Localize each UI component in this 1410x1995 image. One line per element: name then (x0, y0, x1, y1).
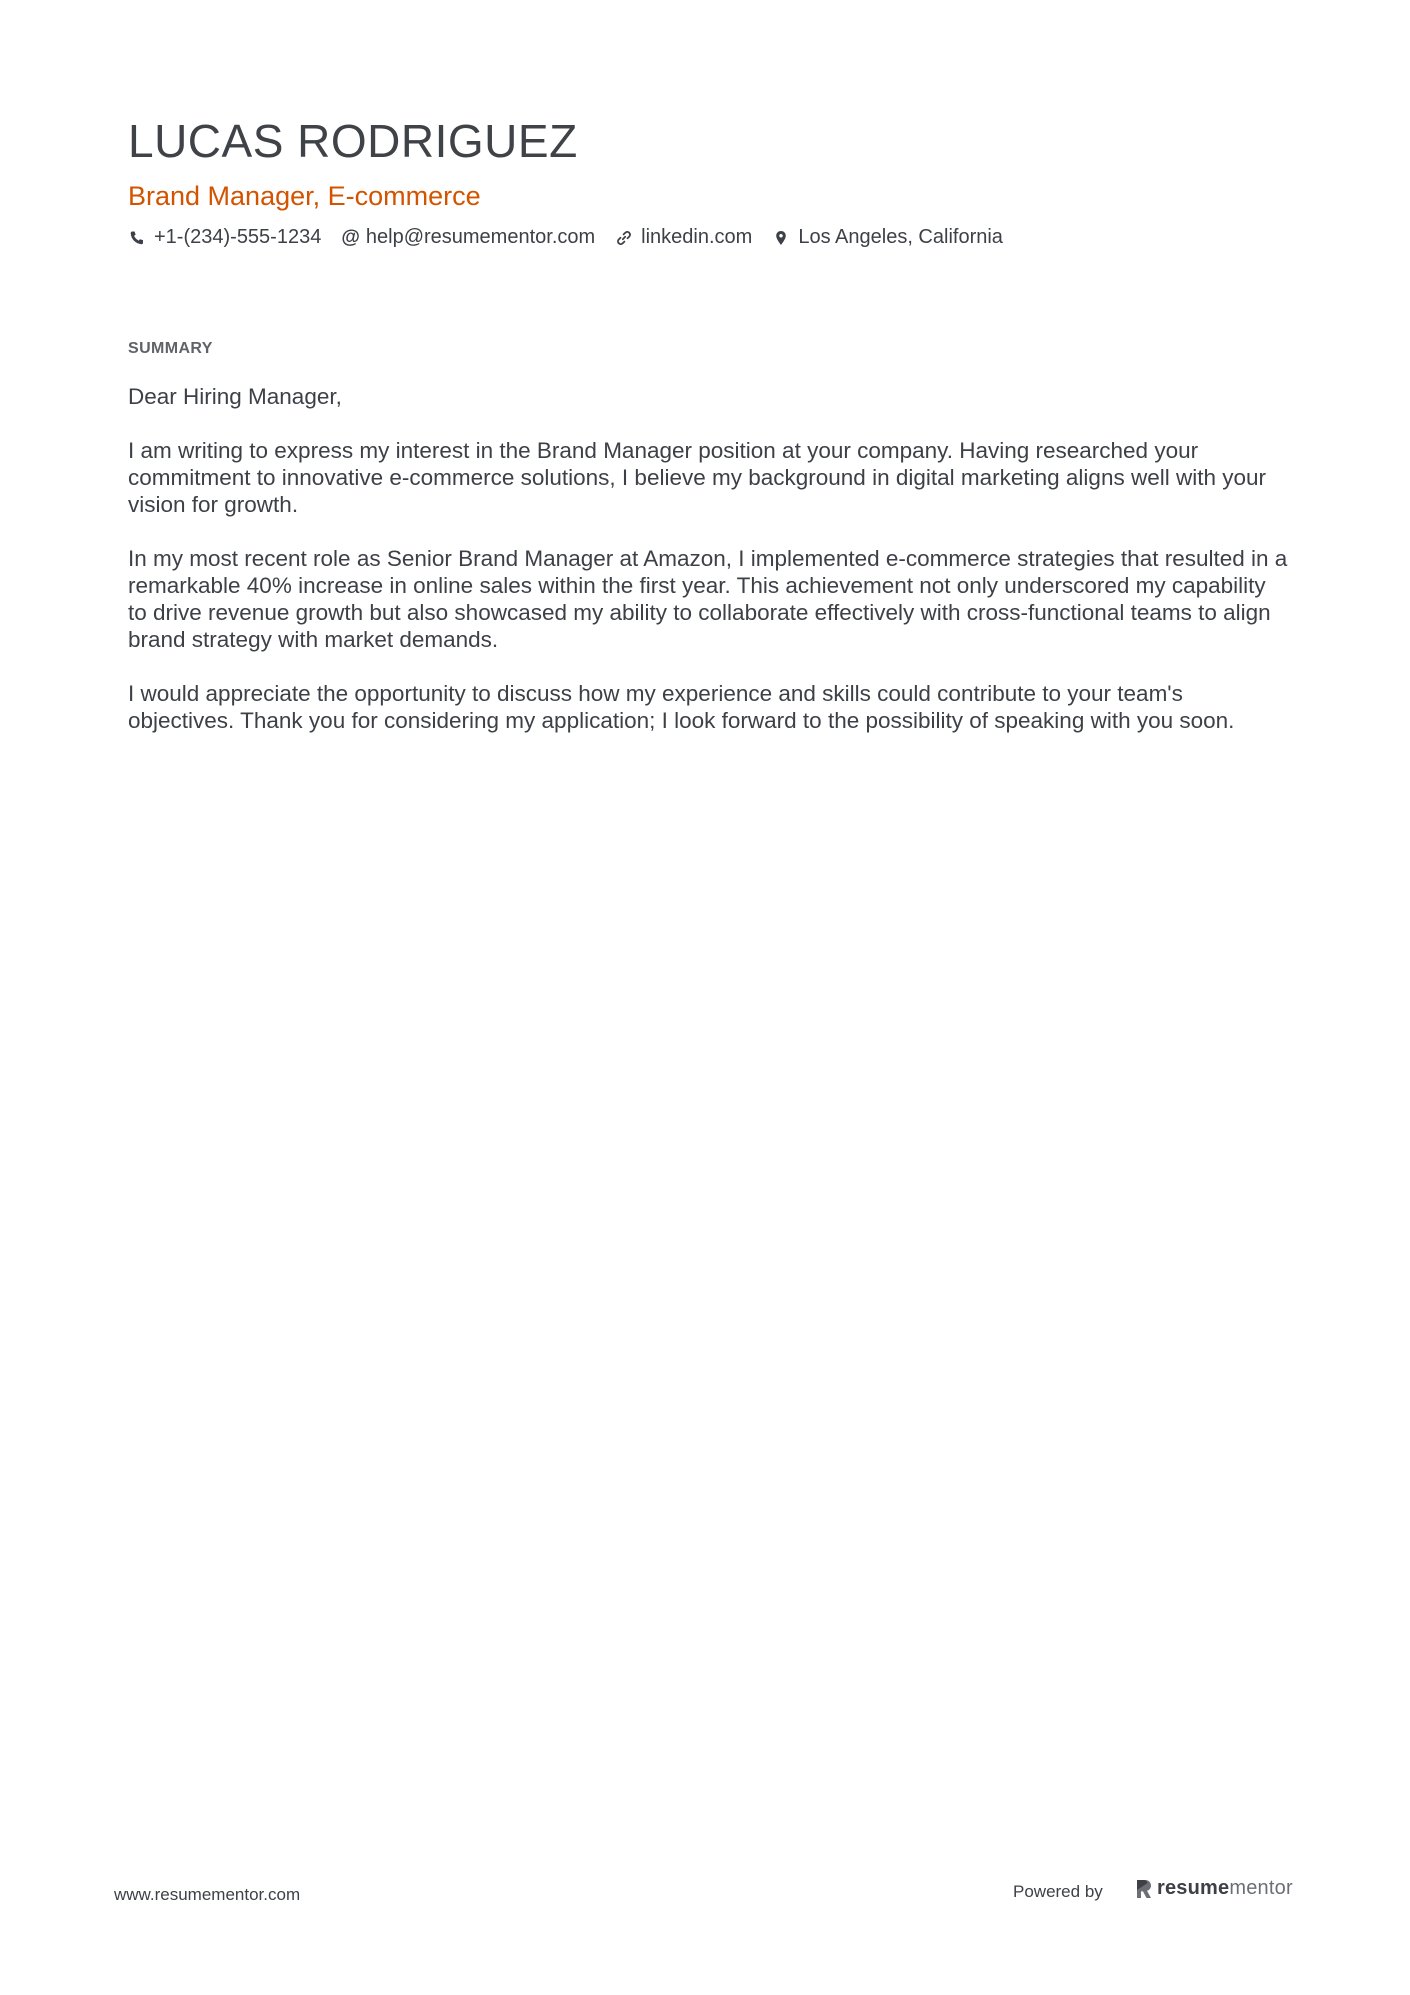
letter-body (128, 383, 1288, 761)
phone-icon (128, 229, 146, 247)
link-icon (615, 229, 633, 247)
brand-wordmark-part1: resume (1157, 1877, 1230, 1899)
resumementor-mark-icon (1135, 1878, 1153, 1900)
contact-phone (128, 226, 321, 249)
at-icon: @ (341, 226, 360, 248)
contact-email-text: help@resumementor.com (365, 226, 596, 248)
letter-salutation: Dear Hiring Manager, (128, 384, 342, 409)
location-pin-icon (772, 229, 790, 247)
resumementor-logo (1135, 1877, 1293, 1900)
letter-paragraph: In my most recent role as Senior Brand Manager at Amazon, I implemented e-commerce strategies that resulted in a remarkable 40% increase in online sales within the first year. This achievement not only underscored my capability to drive revenue growth but also showcased my ability to collaborate effectively with cross-functional teams to align brand strategy with market demands. (128, 546, 1288, 652)
letter-paragraph: I would appreciate the opportunity to discuss how my experience and skills could contribute to your team's objectives. Thank you for considering my application; I look forward to the possibility of speaking with you soon. (128, 681, 1235, 733)
contact-phone-text: +1-(234)-555-1234 (154, 226, 322, 248)
contact-email (341, 226, 595, 249)
contact-location (772, 226, 1003, 249)
contact-location-text: Los Angeles, California (798, 226, 1003, 248)
brand-wordmark-part2: mentor (1229, 1877, 1293, 1899)
letter-paragraph: I am writing to express my interest in the Brand Manager position at your company. Having researched your commitment to innovative e-commerce solutions, I believe my background in digital marketing aligns well with your vision for growth. (128, 438, 1266, 517)
contact-linkedin (615, 226, 752, 249)
summary-heading: SUMMARY (128, 340, 213, 357)
contact-bar (128, 226, 1023, 249)
brand-wordmark (1157, 1877, 1293, 1900)
candidate-name: LUCAS RODRIGUEZ (128, 115, 578, 167)
powered-by-label: Powered by (1013, 1882, 1103, 1901)
candidate-role: Brand Manager, E-commerce (128, 181, 481, 211)
footer-website: www.resumementor.com (114, 1885, 301, 1904)
contact-linkedin-text: linkedin.com (641, 226, 753, 248)
